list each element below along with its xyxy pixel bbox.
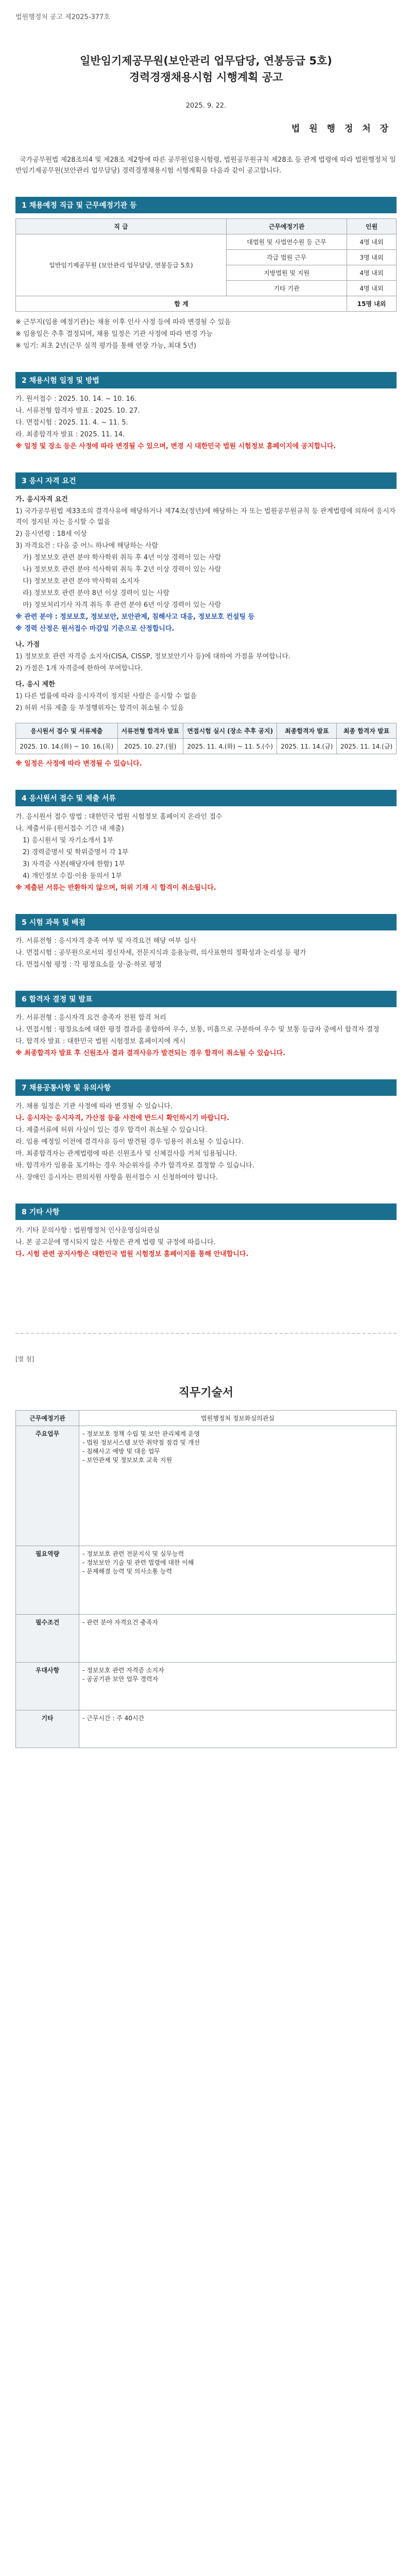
schedule-cell: 2025. 11. 4.(화) ~ 11. 5.(수): [183, 739, 277, 754]
section-5-body: [15, 936, 397, 970]
schedule-cell: 2025. 11. 14.(금): [277, 739, 337, 754]
job-row-label: 우대사항: [16, 1663, 79, 1710]
title-block: [15, 53, 397, 86]
caution-line: 라. 임용 예정일 이전에 결격사유 등이 발견될 경우 임용이 취소될 수 있습니다.: [15, 1138, 244, 1146]
bonus-line: 1) 정보보호 관련 자격증 소지자(CISA, CISSP, 정보보안기사 등)에 대하여 가점을 부여합니다.: [15, 653, 291, 660]
job-row-label: 필수조건: [16, 1615, 79, 1663]
caution-line: 가. 채용 일정은 기관 사정에 따라 변경될 수 있습니다.: [15, 1103, 173, 1110]
job-row-label: 필요역량: [16, 1546, 79, 1615]
requirement-line: 마) 정보처리기사 자격 취득 후 관련 분야 6년 이상 경력이 있는 사람: [23, 601, 221, 609]
schedule-header: 최종 합격자 발표: [337, 723, 397, 739]
bonus-line: 2) 가점은 1개 자격증에 한하여 부여합니다.: [15, 665, 143, 672]
requirement-line: 1) 국가공무원법 제33조의 결격사유에 해당하거나 제74조(정년)에 해당하는 자 또는 법원공무원규칙 등 관계법령에 의하여 응시자격이 정지된 자는 응시할 수 없음: [15, 507, 396, 526]
recruitment-table: [15, 218, 397, 312]
requirement-line: 가) 정보보호 관련 분야 학사학위 취득 후 4년 이상 경력이 있는 사람: [23, 554, 221, 562]
section-8-body: [15, 1225, 397, 1260]
section-1-heading: 1 채용예정 직급 및 근무예정기관 등: [15, 197, 397, 213]
schedule-line: 라. 최종합격자 발표 : 2025. 11. 14.: [15, 431, 125, 438]
table-row: [16, 1426, 397, 1546]
requirement-line: 다) 정보보호 관련 분야 박사학위 소지자: [23, 578, 140, 585]
job-header-label: 근무예정기관: [16, 1411, 79, 1426]
table-row: [16, 1663, 397, 1710]
requirement-note: ※ 관련 분야 : 정보보호, 정보보안, 보안관제, 침해사고 대응, 정보보호 컨설팅 등: [15, 613, 255, 621]
application-line: 4) 개인정보 수집·이용 동의서 1부: [23, 872, 122, 880]
restriction-line: 1) 다른 법률에 따라 응시자격이 정지된 사람은 응시할 수 없음: [15, 692, 197, 700]
schedule-table: [15, 723, 397, 754]
application-line: 나. 제출서류 (원서접수 기간 내 제출): [15, 825, 124, 833]
section-1-notes: [15, 317, 397, 351]
section-2-heading: 2 채용시험 일정 및 방법: [15, 372, 397, 388]
schedule-line: 가. 원서접수 : 2025. 10. 14. ~ 10. 16.: [15, 395, 137, 403]
exam-line: 다. 면접시험 평정 : 각 평정요소를 상·중·하로 평정: [15, 961, 162, 969]
exam-line: 가. 서류전형 : 응시자격 충족 여부 및 자격요건 해당 여부 심사: [15, 937, 197, 945]
section-4-heading: 4 응시원서 접수 및 제출 서류: [15, 790, 397, 806]
application-line: 2) 경력증명서 및 학위증명서 각 1부: [23, 849, 129, 856]
page-divider: [15, 1333, 397, 1334]
section-2-body: [15, 394, 397, 452]
document-number: 법원행정처 공고 제2025-377호: [15, 13, 110, 21]
job-row-text: - 관련 분야 자격요건 충족자: [79, 1615, 397, 1663]
table-row: [16, 1710, 397, 1748]
job-row-label: 주요업무: [16, 1426, 79, 1546]
table-total-row: [16, 296, 397, 312]
table-header-count: 인원: [347, 219, 397, 234]
schedule-cell: 2025. 11. 14.(금): [337, 739, 397, 754]
count-cell: 4명 내외: [347, 281, 397, 296]
job-header-value: 법원행정처 정보화심의관실: [79, 1411, 397, 1426]
section-8-heading: 8 기타 사항: [15, 1204, 397, 1220]
application-note: ※ 제출된 서류는 반환하지 않으며, 허위 기재 시 합격이 취소됩니다.: [15, 884, 216, 892]
schedule-table-note: ※ 일정은 사정에 따라 변경될 수 있습니다.: [15, 760, 142, 768]
job-row-label: 기타: [16, 1710, 79, 1748]
subsection-title: 가. 응시자격 요건: [15, 496, 68, 503]
section-7-body: [15, 1101, 397, 1183]
misc-line: 나. 본 공고문에 명시되지 않은 사항은 관계 법령 및 규정에 따릅니다.: [15, 1239, 216, 1246]
note-line: ※ 임용일은 추후 결정되며, 채용 일정은 기관 사정에 따라 변경 가능: [15, 330, 213, 338]
schedule-note: ※ 일정 및 장소 등은 사정에 따라 변경될 수 있으며, 변경 시 대한민국 법원 시험정보 홈페이지에 공지합니다.: [15, 443, 336, 450]
job-row-text: - 근무시간 : 주 40시간: [79, 1710, 397, 1748]
section-6-body: [15, 1012, 397, 1059]
requirement-note: ※ 경력 산정은 원서접수 마감일 기준으로 산정합니다.: [15, 625, 175, 633]
subsection-title: 다. 응시 제한: [15, 681, 55, 688]
count-cell: 3명 내외: [347, 250, 397, 265]
table-row: [16, 234, 397, 250]
requirement-line: 2) 응시연령 : 18세 이상: [15, 530, 87, 538]
agency-cell: 기타 기관: [226, 281, 347, 296]
table-header-agency: 근무예정기관: [226, 219, 347, 234]
note-line: ※ 임기: 최초 2년(근무 실적 평가를 통해 연장 가능, 최대 5년): [15, 342, 197, 350]
table-row: [16, 1546, 397, 1615]
attachment-label: [별 첨]: [15, 1355, 35, 1363]
caution-line: 바. 합격자가 임용을 포기하는 경우 차순위자를 추가 합격자로 결정할 수 있습니다.: [15, 1162, 255, 1170]
title-line-2: 경력경쟁채용시험 시행계획 공고: [129, 71, 283, 83]
requirement-line: 라) 정보보호 관련 분야 8년 이상 경력이 있는 사람: [23, 589, 170, 597]
job-row-text: - 정보보호 관련 전문지식 및 실무능력 - 정보보안 기술 및 관련 법령에 대한 이해 - 문제해결 능력 및 의사소통 능력: [79, 1546, 397, 1615]
schedule-line: 나. 서류전형 합격자 발표 : 2025. 10. 27.: [15, 407, 140, 415]
schedule-line: 다. 면접시험 : 2025. 11. 4. ~ 11. 5.: [15, 419, 128, 427]
table-row: [16, 1615, 397, 1663]
result-line: 다. 합격자 발표 : 대한민국 법원 시험정보 홈페이지에 게시: [15, 1038, 186, 1045]
restriction-line: 2) 허위 서류 제출 등 부정행위자는 합격이 취소될 수 있음: [15, 704, 184, 712]
caution-line: 사. 장애인 응시자는 편의지원 사항을 원서접수 시 신청하여야 합니다.: [15, 1174, 218, 1181]
table-row: [16, 1411, 397, 1426]
count-cell: 4명 내외: [347, 265, 397, 281]
agency-cell: 각급 법원 근무: [226, 250, 347, 265]
caution-line: 마. 최종합격자는 관계법령에 따른 신원조사 및 신체검사를 거쳐 임용됩니다.: [15, 1150, 237, 1158]
job-row-text: - 정보보호 정책 수립 및 보안 관리체계 운영 - 법원 정보시스템 보안 취약점 점검 및 개선 - 침해사고 예방 및 대응 업무 - 보안관제 및 정보보호 교육 지원: [79, 1426, 397, 1546]
issuer: 법 원 행 정 처 장: [291, 124, 391, 134]
job-row-text: - 정보보호 관련 자격증 소지자 - 공공기관 보안 업무 경력자: [79, 1663, 397, 1710]
schedule-header: 최종합격자 발표: [277, 723, 337, 739]
agency-cell: 지방법원 및 지원: [226, 265, 347, 281]
result-line: 나. 면접시험 : 평정요소에 대한 평정 결과를 종합하여 우수, 보통, 미흡으로 구분하여 우수 및 보통 등급자 중에서 합격자 결정: [15, 1026, 380, 1033]
table-row: [16, 739, 397, 754]
schedule-header: 응시원서 접수 및 서류제출: [16, 723, 118, 739]
application-line: 3) 자격증 사본(해당자에 한함) 1부: [23, 860, 125, 868]
section-4-body: [15, 811, 397, 893]
schedule-cell: 2025. 10. 27.(월): [117, 739, 183, 754]
schedule-header: 서류전형 합격자 발표: [117, 723, 183, 739]
count-cell: 4명 내외: [347, 234, 397, 250]
announcement-date: 2025. 9. 22.: [185, 102, 227, 110]
result-line: 가. 서류전형 : 응시자격 요건 충족자 전원 합격 처리: [15, 1014, 166, 1022]
result-note: ※ 최종합격자 발표 후 신원조사 결과 결격사유가 발견되는 경우 합격이 취소될 수 있습니다.: [15, 1049, 285, 1057]
section-3-heading: 3 응시 자격 요건: [15, 472, 397, 489]
caution-line: 다. 제출서류에 허위 사실이 있는 경우 합격이 취소될 수 있습니다.: [15, 1126, 207, 1134]
subsection-title: 나. 가점: [15, 641, 40, 649]
exam-line: 나. 면접시험 : 공무원으로서의 정신자세, 전문지식과 응용능력, 의사표현의 정확성과 논리성 등 평가: [15, 949, 306, 957]
application-line: 가. 응시원서 접수 방법 : 대한민국 법원 시험정보 홈페이지 온라인 접수: [15, 813, 222, 821]
total-value: 15명 내외: [347, 296, 397, 312]
requirement-line: 나) 정보보호 관련 분야 석사학위 취득 후 2년 이상 경력이 있는 사람: [23, 566, 221, 573]
section-3-body: [15, 494, 397, 714]
section-6-heading: 6 합격자 결정 및 발표: [15, 991, 397, 1007]
schedule-header: 면접시험 실시 (장소 추후 공지): [183, 723, 277, 739]
intro-paragraph: 국가공무원법 제28조의4 및 제28조 제2항에 따른 공무원임용시험령, 법원공무원규칙 제28조 등 관계 법령에 따라 법원행정처 일반임기제공무원(보안관리 업무담당) 경력경쟁채용시험 시행계획을 다음과 같이 공고합니다.: [15, 156, 396, 175]
table-header-rank: 직 급: [16, 219, 227, 234]
rank-cell: 일반임기제공무원 (보안관리 업무담당, 연봉등급 5호): [16, 234, 227, 296]
section-5-heading: 5 시험 과목 및 배점: [15, 914, 397, 930]
agency-cell: 대법원 및 사법연수원 등 근무: [226, 234, 347, 250]
requirement-line: 3) 자격요건 : 다음 중 어느 하나에 해당하는 사람: [15, 542, 158, 550]
section-7-heading: 7 채용공통사항 및 유의사항: [15, 1079, 397, 1096]
misc-line: 다. 시험 관련 공지사항은 대한민국 법원 시험정보 홈페이지를 통해 안내합니다.: [15, 1250, 249, 1258]
note-line: ※ 근무지(임용 예정기관)는 채용 이후 인사 사정 등에 따라 변경될 수 있음: [15, 318, 231, 326]
schedule-cell: 2025. 10. 14.(화) ~ 10. 16.(목): [16, 739, 118, 754]
job-description-title: 직무기술서: [178, 1386, 234, 1399]
misc-line: 가. 기타 문의사항 : 법원행정처 인사운영심의관실: [15, 1227, 160, 1234]
application-line: 1) 응시원서 및 자기소개서 1부: [23, 837, 114, 844]
job-description-table: [15, 1410, 397, 1748]
total-label: 합 계: [16, 296, 347, 312]
title-line-1: 일반임기제공무원(보안관리 업무담당, 연봉등급 5호): [80, 55, 332, 67]
caution-line: 나. 응시자는 응시자격, 가산점 등을 사전에 반드시 확인하시기 바랍니다.: [15, 1114, 230, 1122]
